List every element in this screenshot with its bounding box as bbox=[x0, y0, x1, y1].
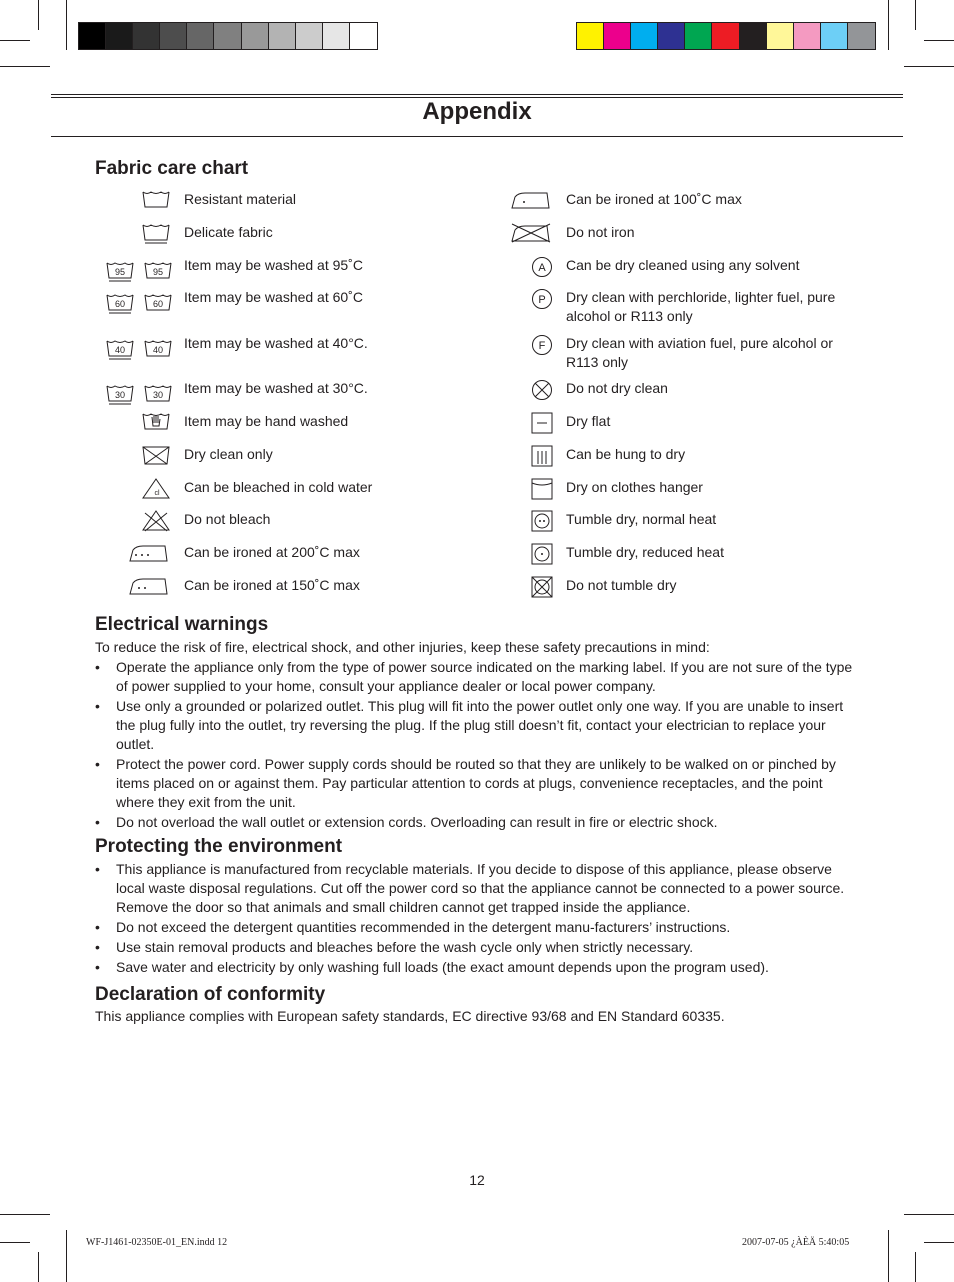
color-swatch bbox=[604, 23, 631, 49]
footer-filename: WF-J1461-02350E-01_EN.indd 12 bbox=[86, 1237, 228, 1248]
care-label-right: Dry flat bbox=[566, 413, 611, 429]
color-swatch bbox=[79, 23, 106, 49]
care-label-right: Do not tumble dry bbox=[566, 577, 677, 593]
color-registration-bar bbox=[576, 22, 876, 50]
wash-95-icon bbox=[143, 260, 173, 289]
svg-text:F: F bbox=[538, 340, 546, 352]
list-item: • Use stain removal products and bleaches before the wash cycle only when strictly necessary. bbox=[95, 938, 855, 957]
color-swatch bbox=[685, 23, 712, 49]
do-not-iron-icon bbox=[509, 222, 553, 249]
wash-40-icon bbox=[105, 338, 135, 367]
page-title: Appendix bbox=[422, 98, 532, 125]
color-swatch bbox=[712, 23, 739, 49]
tub-icon bbox=[141, 189, 171, 218]
environment-heading: Protecting the environment bbox=[95, 836, 343, 857]
care-label-right: Can be ironed at 100˚C max bbox=[566, 191, 742, 207]
hang-dry-icon bbox=[530, 444, 554, 473]
do-not-bleach-icon bbox=[141, 509, 171, 538]
environment-list bbox=[95, 860, 855, 978]
care-label-left: Item may be washed at 40°C. bbox=[184, 335, 368, 351]
color-swatch bbox=[631, 23, 658, 49]
clothes-hanger-icon bbox=[530, 477, 554, 506]
list-item: • Protect the power cord. Power supply cords should be routed so that they are unlikely to be walked on or pinched by items placed on or against them. Pay particular attention to cords at plugs, convenience receptacles, and the point where they exit from the unit. bbox=[95, 755, 855, 812]
crop-mark bbox=[904, 1214, 954, 1215]
title-rule-bottom bbox=[51, 136, 903, 137]
tumble-reduced-icon bbox=[530, 542, 554, 571]
wash-60-icon bbox=[105, 292, 135, 321]
page-number: 12 bbox=[469, 1172, 485, 1188]
dry-clean-p-icon bbox=[530, 287, 554, 316]
care-label-right: Do not dry clean bbox=[566, 380, 668, 396]
title-rule-top bbox=[51, 94, 903, 95]
care-label-left: Item may be washed at 60˚C bbox=[184, 289, 363, 305]
color-swatch bbox=[187, 23, 214, 49]
crop-mark bbox=[0, 1242, 30, 1243]
svg-text:30: 30 bbox=[152, 390, 164, 400]
electrical-intro: To reduce the risk of fire, electrical shock, and other injuries, keep these safety precautions in mind: bbox=[95, 639, 710, 655]
footer-timestamp: 2007-07-05 ¿ÀÈÄ 5:40:05 bbox=[742, 1237, 850, 1248]
color-swatch bbox=[767, 23, 794, 49]
color-swatch bbox=[577, 23, 604, 49]
crop-mark bbox=[0, 66, 50, 67]
list-item: • Use only a grounded or polarized outlet. This plug will fit into the power outlet only one way. If you are unable to insert the plug fully into the outlet, try reversing the plug. If the plug still doesn’t fit, contact your electrician to replace your outlet. bbox=[95, 697, 855, 754]
care-label-right: Dry clean with perchloride, lighter fuel, pure alcohol or R113 only bbox=[566, 289, 836, 324]
svg-text:30: 30 bbox=[114, 390, 126, 400]
care-label-right: Dry clean with aviation fuel, pure alcohol or R113 only bbox=[566, 335, 833, 370]
crop-mark bbox=[924, 1242, 954, 1243]
crop-mark bbox=[38, 0, 39, 30]
hand-wash-icon bbox=[141, 411, 171, 440]
iron-150-icon bbox=[127, 575, 171, 602]
dry-flat-icon bbox=[530, 411, 554, 440]
color-swatch bbox=[133, 23, 160, 49]
list-item: • Operate the appliance only from the type of power source indicated on the marking label. If you are not sure of the type of power supplied to your home, consult your appliance dealer or local power company. bbox=[95, 658, 855, 696]
crop-mark bbox=[888, 1230, 889, 1282]
wash-30-icon bbox=[105, 383, 135, 412]
color-swatch bbox=[658, 23, 685, 49]
care-label-left: Can be bleached in cold water bbox=[184, 479, 373, 495]
svg-text:95: 95 bbox=[114, 267, 126, 277]
bleach-cold-icon bbox=[141, 477, 171, 506]
grayscale-bar bbox=[78, 22, 378, 50]
care-label-left: Item may be washed at 30°C. bbox=[184, 380, 368, 396]
crop-mark bbox=[0, 40, 30, 41]
conformity-heading: Declaration of conformity bbox=[95, 984, 326, 1005]
color-swatch bbox=[269, 23, 296, 49]
care-label-right: Dry on clothes hanger bbox=[566, 479, 703, 495]
care-label-right: Do not iron bbox=[566, 224, 635, 240]
do-not-tumble-icon bbox=[530, 575, 554, 604]
do-not-dry-clean-icon bbox=[530, 378, 554, 407]
color-swatch bbox=[794, 23, 821, 49]
svg-text:40: 40 bbox=[152, 345, 164, 355]
color-swatch bbox=[296, 23, 323, 49]
wash-60-icon bbox=[143, 292, 173, 321]
care-label-right: Can be dry cleaned using any solvent bbox=[566, 257, 800, 273]
crop-mark bbox=[0, 1214, 50, 1215]
conformity-text: This appliance complies with European safety standards, EC directive 93/68 and EN Standard 60335. bbox=[95, 1008, 725, 1024]
color-swatch bbox=[350, 23, 377, 49]
svg-text:60: 60 bbox=[152, 299, 164, 309]
care-label-right: Tumble dry, reduced heat bbox=[566, 544, 724, 560]
color-swatch bbox=[323, 23, 350, 49]
svg-text:40: 40 bbox=[114, 345, 126, 355]
crop-mark bbox=[66, 1230, 67, 1282]
list-item: • This appliance is manufactured from recyclable materials. If you decide to dispose of this appliance, please observe local waste disposal regulations. Cut off the power cord so that the appliance cannot be connected to a power source. Remove the door so that animals and small children cannot get trapped inside the appliance. bbox=[95, 860, 855, 917]
color-swatch bbox=[160, 23, 187, 49]
crop-mark bbox=[888, 0, 889, 50]
care-label-right: Can be hung to dry bbox=[566, 446, 686, 462]
care-label-left: Dry clean only bbox=[184, 446, 273, 462]
list-item: • Do not exceed the detergent quantities recommended in the detergent manu-facturers’ instructions. bbox=[95, 918, 855, 937]
wash-30-icon bbox=[143, 383, 173, 412]
dry-clean-only-icon bbox=[141, 444, 171, 473]
electrical-list bbox=[95, 658, 855, 833]
crop-mark bbox=[38, 1252, 39, 1282]
color-swatch bbox=[106, 23, 133, 49]
svg-text:60: 60 bbox=[114, 299, 126, 309]
crop-mark bbox=[915, 1252, 916, 1282]
care-label-right: Tumble dry, normal heat bbox=[566, 511, 717, 527]
care-label-left: Do not bleach bbox=[184, 511, 271, 527]
iron-100-icon bbox=[509, 189, 553, 216]
color-swatch bbox=[848, 23, 875, 49]
electrical-heading: Electrical warnings bbox=[95, 614, 269, 635]
fabric-care-heading: Fabric care chart bbox=[95, 158, 249, 179]
svg-text:cl: cl bbox=[154, 490, 160, 497]
care-label-left: Delicate fabric bbox=[184, 224, 273, 240]
color-swatch bbox=[242, 23, 269, 49]
iron-200-icon bbox=[127, 542, 171, 569]
color-swatch bbox=[740, 23, 767, 49]
care-label-left: Resistant material bbox=[184, 191, 297, 207]
crop-mark bbox=[66, 0, 67, 50]
tumble-normal-icon bbox=[530, 509, 554, 538]
list-item: • Save water and electricity by only washing full loads (the exact amount depends upon the program used). bbox=[95, 958, 855, 977]
dry-clean-f-icon bbox=[530, 333, 554, 362]
crop-mark bbox=[924, 40, 954, 41]
svg-text:P: P bbox=[538, 294, 546, 306]
care-label-left: Item may be hand washed bbox=[184, 413, 349, 429]
wash-95-icon bbox=[105, 260, 135, 289]
wash-40-icon bbox=[143, 338, 173, 367]
care-label-left: Item may be washed at 95˚C bbox=[184, 257, 363, 273]
color-swatch bbox=[821, 23, 848, 49]
care-label-left: Can be ironed at 150˚C max bbox=[184, 577, 360, 593]
crop-mark bbox=[915, 0, 916, 30]
svg-text:A: A bbox=[538, 262, 546, 274]
tub-delicate-icon bbox=[141, 222, 171, 251]
color-swatch bbox=[214, 23, 241, 49]
svg-text:95: 95 bbox=[152, 267, 164, 277]
care-label-left: Can be ironed at 200˚C max bbox=[184, 544, 360, 560]
dry-clean-a-icon bbox=[530, 255, 554, 284]
list-item: • Do not overload the wall outlet or extension cords. Overloading can result in fire or electric shock. bbox=[95, 813, 855, 832]
crop-mark bbox=[904, 66, 954, 67]
